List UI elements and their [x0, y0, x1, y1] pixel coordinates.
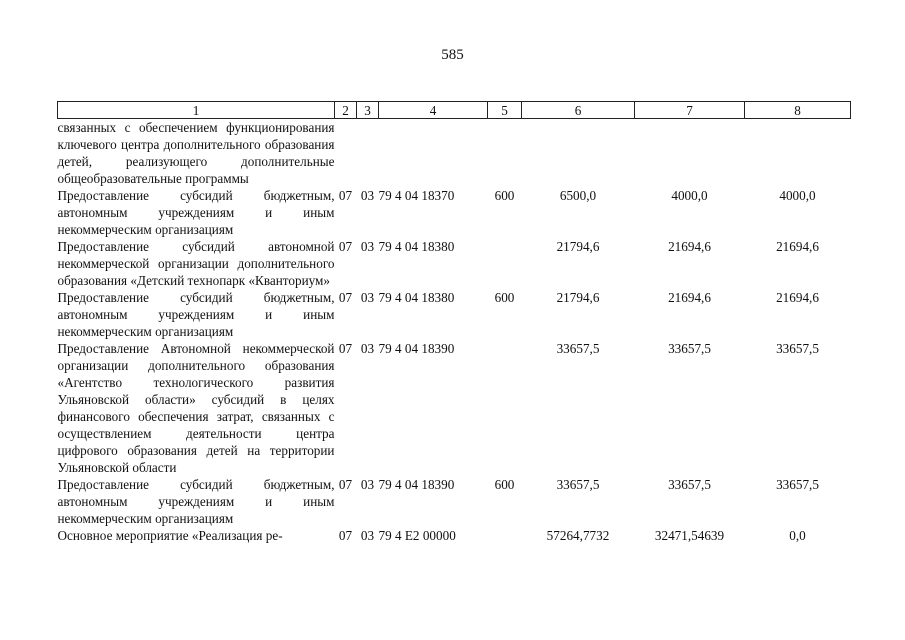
table-row [58, 527, 851, 544]
subsection-code-cell: 03 [360, 341, 375, 356]
target-article-cell: 79 4 04 18390 [378, 341, 455, 356]
subsection-code-cell [357, 119, 379, 188]
table-row [58, 289, 851, 340]
column-header: 6 [522, 102, 635, 119]
amount-col6-cell [522, 119, 635, 188]
subsection-code-cell: 03 [360, 528, 375, 543]
section-code-cell: 07 [338, 341, 353, 356]
column-header: 8 [745, 102, 851, 119]
amount-col7-cell [635, 119, 745, 188]
column-header: 5 [488, 102, 522, 119]
amount-col8-cell: 33657,5 [776, 477, 819, 492]
page-number: 585 [441, 47, 464, 63]
section-code-cell: 07 [338, 188, 353, 203]
target-article-cell: 79 4 04 18380 [378, 239, 455, 254]
amount-col8-cell: 0,0 [789, 528, 806, 543]
subsection-code-cell: 03 [360, 477, 375, 492]
column-header: 2 [335, 102, 357, 119]
amount-col7-cell: 32471,54639 [654, 528, 725, 543]
section-code-cell: 07 [338, 528, 353, 543]
subsection-code-cell: 03 [360, 188, 375, 203]
amount-col6-cell: 57264,7732 [546, 528, 610, 543]
expense-type-cell: 600 [494, 290, 515, 305]
amount-col8-cell: 21694,6 [776, 239, 819, 254]
column-header: 7 [635, 102, 745, 119]
amount-col7-cell: 33657,5 [668, 477, 711, 492]
target-article-cell: 79 4 04 18380 [378, 290, 455, 305]
section-code-cell [335, 119, 357, 188]
target-article-cell: 79 4 04 18390 [378, 477, 455, 492]
amount-col8-cell [745, 119, 851, 188]
row-name-cell: Предоставление субсидий бюджетным, автономным учреждениям и иным некоммерческим организациям [57, 290, 335, 339]
table-row [58, 119, 851, 188]
target-article-cell: 79 4 04 18370 [378, 188, 455, 203]
amount-col6-cell: 21794,6 [556, 239, 600, 254]
section-code-cell: 07 [338, 477, 353, 492]
amount-col7-cell: 4000,0 [671, 188, 708, 203]
amount-col7-cell: 21694,6 [668, 290, 711, 305]
section-code-cell: 07 [338, 239, 353, 254]
row-name-cell: Предоставление субсидий бюджетным, автономным учреждениям и иным некоммерческим организациям [57, 477, 335, 526]
expense-type-cell [488, 119, 522, 188]
amount-col7-cell: 21694,6 [668, 239, 711, 254]
column-header: 3 [357, 102, 379, 119]
amount-col6-cell: 6500,0 [559, 188, 597, 203]
column-header: 1 [58, 102, 335, 119]
amount-col8-cell: 21694,6 [776, 290, 819, 305]
column-number-header-row [58, 102, 851, 119]
column-header: 4 [379, 102, 488, 119]
table-row [58, 340, 851, 476]
table-row [58, 238, 851, 289]
row-name-cell: Предоставление субсидий бюджетным, автономным учреждениям и иным некоммерческим организациям [57, 188, 335, 237]
target-article-cell: 79 4 E2 00000 [378, 528, 456, 543]
amount-col6-cell: 33657,5 [556, 341, 600, 356]
amount-col8-cell: 4000,0 [779, 188, 816, 203]
budget-table [57, 101, 851, 544]
amount-col7-cell: 33657,5 [668, 341, 711, 356]
section-code-cell: 07 [338, 290, 353, 305]
expense-type-cell [488, 340, 522, 476]
target-article-cell [379, 119, 488, 188]
table-row [58, 187, 851, 238]
expense-type-cell [488, 527, 522, 544]
expense-type-cell [488, 238, 522, 289]
subsection-code-cell: 03 [360, 290, 375, 305]
amount-col6-cell: 21794,6 [556, 290, 600, 305]
amount-col6-cell: 33657,5 [556, 477, 600, 492]
row-name-cell: Предоставление субсидий автономной некоммерческой организации дополнительного образования «Детский технопарк «Кванториум» [57, 239, 335, 288]
expense-type-cell: 600 [494, 188, 515, 203]
expense-type-cell: 600 [494, 477, 515, 492]
table-row [58, 476, 851, 527]
amount-col8-cell: 33657,5 [776, 341, 819, 356]
subsection-code-cell: 03 [360, 239, 375, 254]
row-name-cell: Основное мероприятие «Реализация ре- [57, 528, 283, 543]
row-name-cell: связанных с обеспечением функционирования ключевого центра дополнительного образования детей, реализующего дополнительные общеобразовательные программы [57, 120, 335, 186]
row-name-cell: Предоставление Автономной некоммерческой организации дополнительного образования «Агентство технологического развития Ульяновской области» субсидий в целях финансового обеспечения затрат, связанных с осуществлением деятельности центра цифрового образования детей на территории Ульяновской области [57, 341, 335, 475]
